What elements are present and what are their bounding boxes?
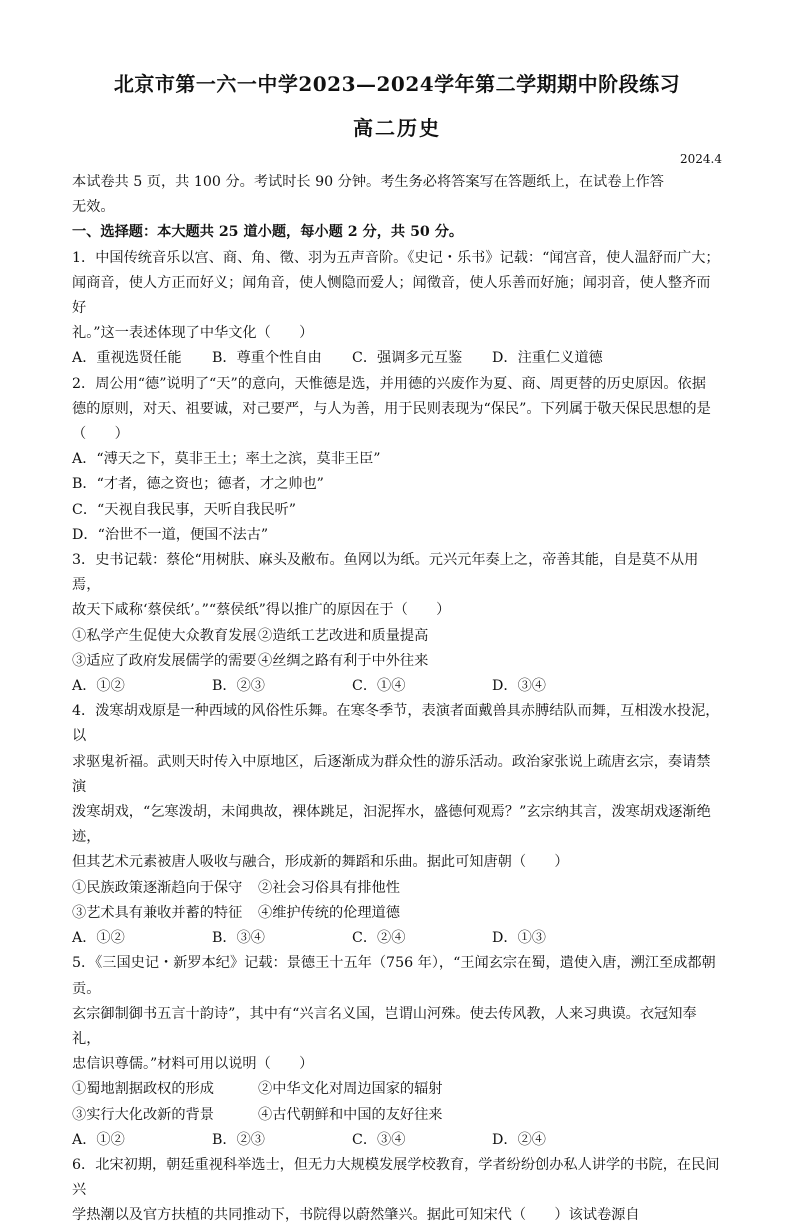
answer-options — [72, 1128, 724, 1153]
question-text: 5．《三国史记・新罗本纪》记载：景德王十五年（756 年），“王闻玄宗在蜀，遣使入唐，溯江至成都朝贡。 — [72, 955, 716, 997]
option-c: C．强调多元互鉴 — [352, 350, 463, 367]
statement: ④古代朝鲜和中国的友好往来 — [258, 1106, 443, 1123]
question-text: 忠信识尊儒。”材料可用以说明（ ） — [72, 1056, 314, 1073]
option-c: C．②④ — [352, 930, 406, 947]
statement: ③适应了政府发展儒学的需要 — [72, 652, 257, 669]
statement-row — [72, 876, 724, 901]
option-a: A．①② — [72, 678, 125, 695]
intro-line: 无效。 — [72, 199, 115, 216]
statement: ②中华文化对周边国家的辐射 — [258, 1081, 443, 1098]
exam-date: 2024.4 — [680, 152, 722, 166]
question-text: 3．史书记载：蔡伦“用树肤、麻头及敝布。鱼网以为纸。元兴元年奏上之，帝善其能，自是莫不从用焉， — [72, 552, 699, 594]
option-b: B．“才者，德之资也；德者，才之帅也” — [72, 476, 324, 493]
option-b: B．②③ — [212, 1131, 265, 1148]
option-d: D．②④ — [492, 1131, 546, 1148]
option-d: D．“治世不一道，便国不法古” — [72, 526, 269, 543]
question-text: （ ） — [72, 426, 129, 443]
question-text: 学热潮以及官方扶植的共同推动下，书院得以蔚然肇兴。据此可知宋代（ ）该试卷源自 — [72, 1207, 640, 1224]
question-text: 4．泼寒胡戏原是一种西域的风俗性乐舞。在寒冬季节，表演者面戴兽具赤膊结队而舞，互相泼水投泥，以 — [72, 703, 720, 745]
statement: ①私学产生促使大众教育发展 — [72, 627, 257, 644]
statement-row — [72, 901, 724, 926]
statement: ①民族政策逐渐趋向于保守 — [72, 879, 243, 896]
question-text: 6．北宋初期，朝廷重视科举选士，但无力大规模发展学校教育，学者纷纷创办私人讲学的书院，在民间兴 — [72, 1156, 720, 1199]
statement: ④维护传统的伦理道德 — [258, 904, 400, 921]
option-a: A．①② — [72, 1131, 125, 1148]
statement: ②社会习俗具有排他性 — [258, 879, 400, 896]
question-text: 德的原则，对天、祖要诚，对己要严，与人为善，用于民则表现为“保民”。下列属于敬天保民思想的是 — [72, 400, 711, 417]
option-b: B．尊重个性自由 — [212, 350, 322, 367]
statement: ②造纸工艺改进和质量提高 — [258, 627, 429, 644]
statement-row — [72, 1077, 724, 1102]
question-text: 2．周公用“德”说明了“天”的意向，天惟德是选，并用德的兴废作为夏、商、周更替的历史原因。依据 — [72, 375, 706, 392]
question-text: 但其艺术元素被唐人吸收与融合，形成新的舞蹈和乐曲。据此可知唐朝（ ） — [72, 854, 569, 871]
statement-row — [72, 649, 724, 674]
answer-options — [72, 674, 724, 699]
question-text: 礼。”这一表述体现了中华文化（ ） — [72, 325, 314, 342]
option-c: C．③④ — [352, 1131, 406, 1148]
option-a: A．①② — [72, 930, 125, 947]
option-d: D．①③ — [492, 930, 546, 947]
option-d: D．③④ — [492, 678, 546, 695]
answer-options — [72, 346, 724, 371]
statement: ③艺术具有兼收并蓄的特征 — [72, 904, 243, 921]
option-c: C．“天视自我民事，天听自我民听” — [72, 501, 296, 518]
question-text: 故天下咸称‘蔡侯纸’。”“蔡侯纸”得以推广的原因在于（ ） — [72, 602, 451, 619]
question-text: 闻商音，使人方正而好义；闻角音，使人恻隐而爱人；闻徵音，使人乐善而好施；闻羽音，使人整齐而好 — [72, 274, 711, 317]
answer-options — [72, 926, 724, 951]
exam-title: 北京市第一六一中学2023—2024学年第二学期期中阶段练习 — [113, 72, 681, 96]
question-text: 求驱鬼祈福。武则天时传入中原地区，后逐渐成为群众性的游乐活动。政治家张说上疏唐玄宗，奏请禁演 — [72, 753, 711, 795]
option-a: A．“溥天之下，莫非王土；率土之滨，莫非王臣” — [72, 451, 381, 468]
statement-row — [72, 624, 724, 649]
statement: ①蜀地割据政权的形成 — [72, 1081, 214, 1098]
intro-line: 本试卷共 5 页，共 100 分。考试时长 90 分钟。考生务必将答案写在答题纸上，在试卷上作答 — [72, 174, 664, 190]
option-a: A．重视选贤任能 — [72, 350, 182, 367]
exam-body — [72, 170, 724, 1229]
option-c: C．①④ — [352, 678, 406, 695]
option-b: B．②③ — [212, 678, 265, 695]
option-d: D．注重仁义道德 — [492, 350, 603, 367]
question-text: 玄宗御制御书五言十韵诗”，其中有“兴言名义国，岂谓山河殊。使去传风教，人来习典谟。衣冠知奉礼， — [72, 1005, 697, 1047]
question-text: 泼寒胡戏，“乞寒泼胡，未闻典故，裸体跳足，汩泥挥水，盛德何观焉？”玄宗纳其言，泼寒胡戏逐渐绝迹， — [72, 804, 711, 846]
statement-row — [72, 1103, 724, 1128]
statement: ③实行大化改新的背景 — [72, 1106, 214, 1123]
question-text: 1．中国传统音乐以宫、商、角、徵、羽为五声音阶。《史记・乐书》记载：“闻宫音，使人温舒而广大； — [72, 249, 720, 266]
option-b: B．③④ — [212, 930, 265, 947]
section-heading: 一、选择题：本大题共 25 道小题，每小题 2 分，共 50 分。 — [72, 224, 464, 241]
statement: ④丝绸之路有利于中外往来 — [258, 652, 429, 669]
exam-subject: 高二历史 — [353, 116, 441, 140]
